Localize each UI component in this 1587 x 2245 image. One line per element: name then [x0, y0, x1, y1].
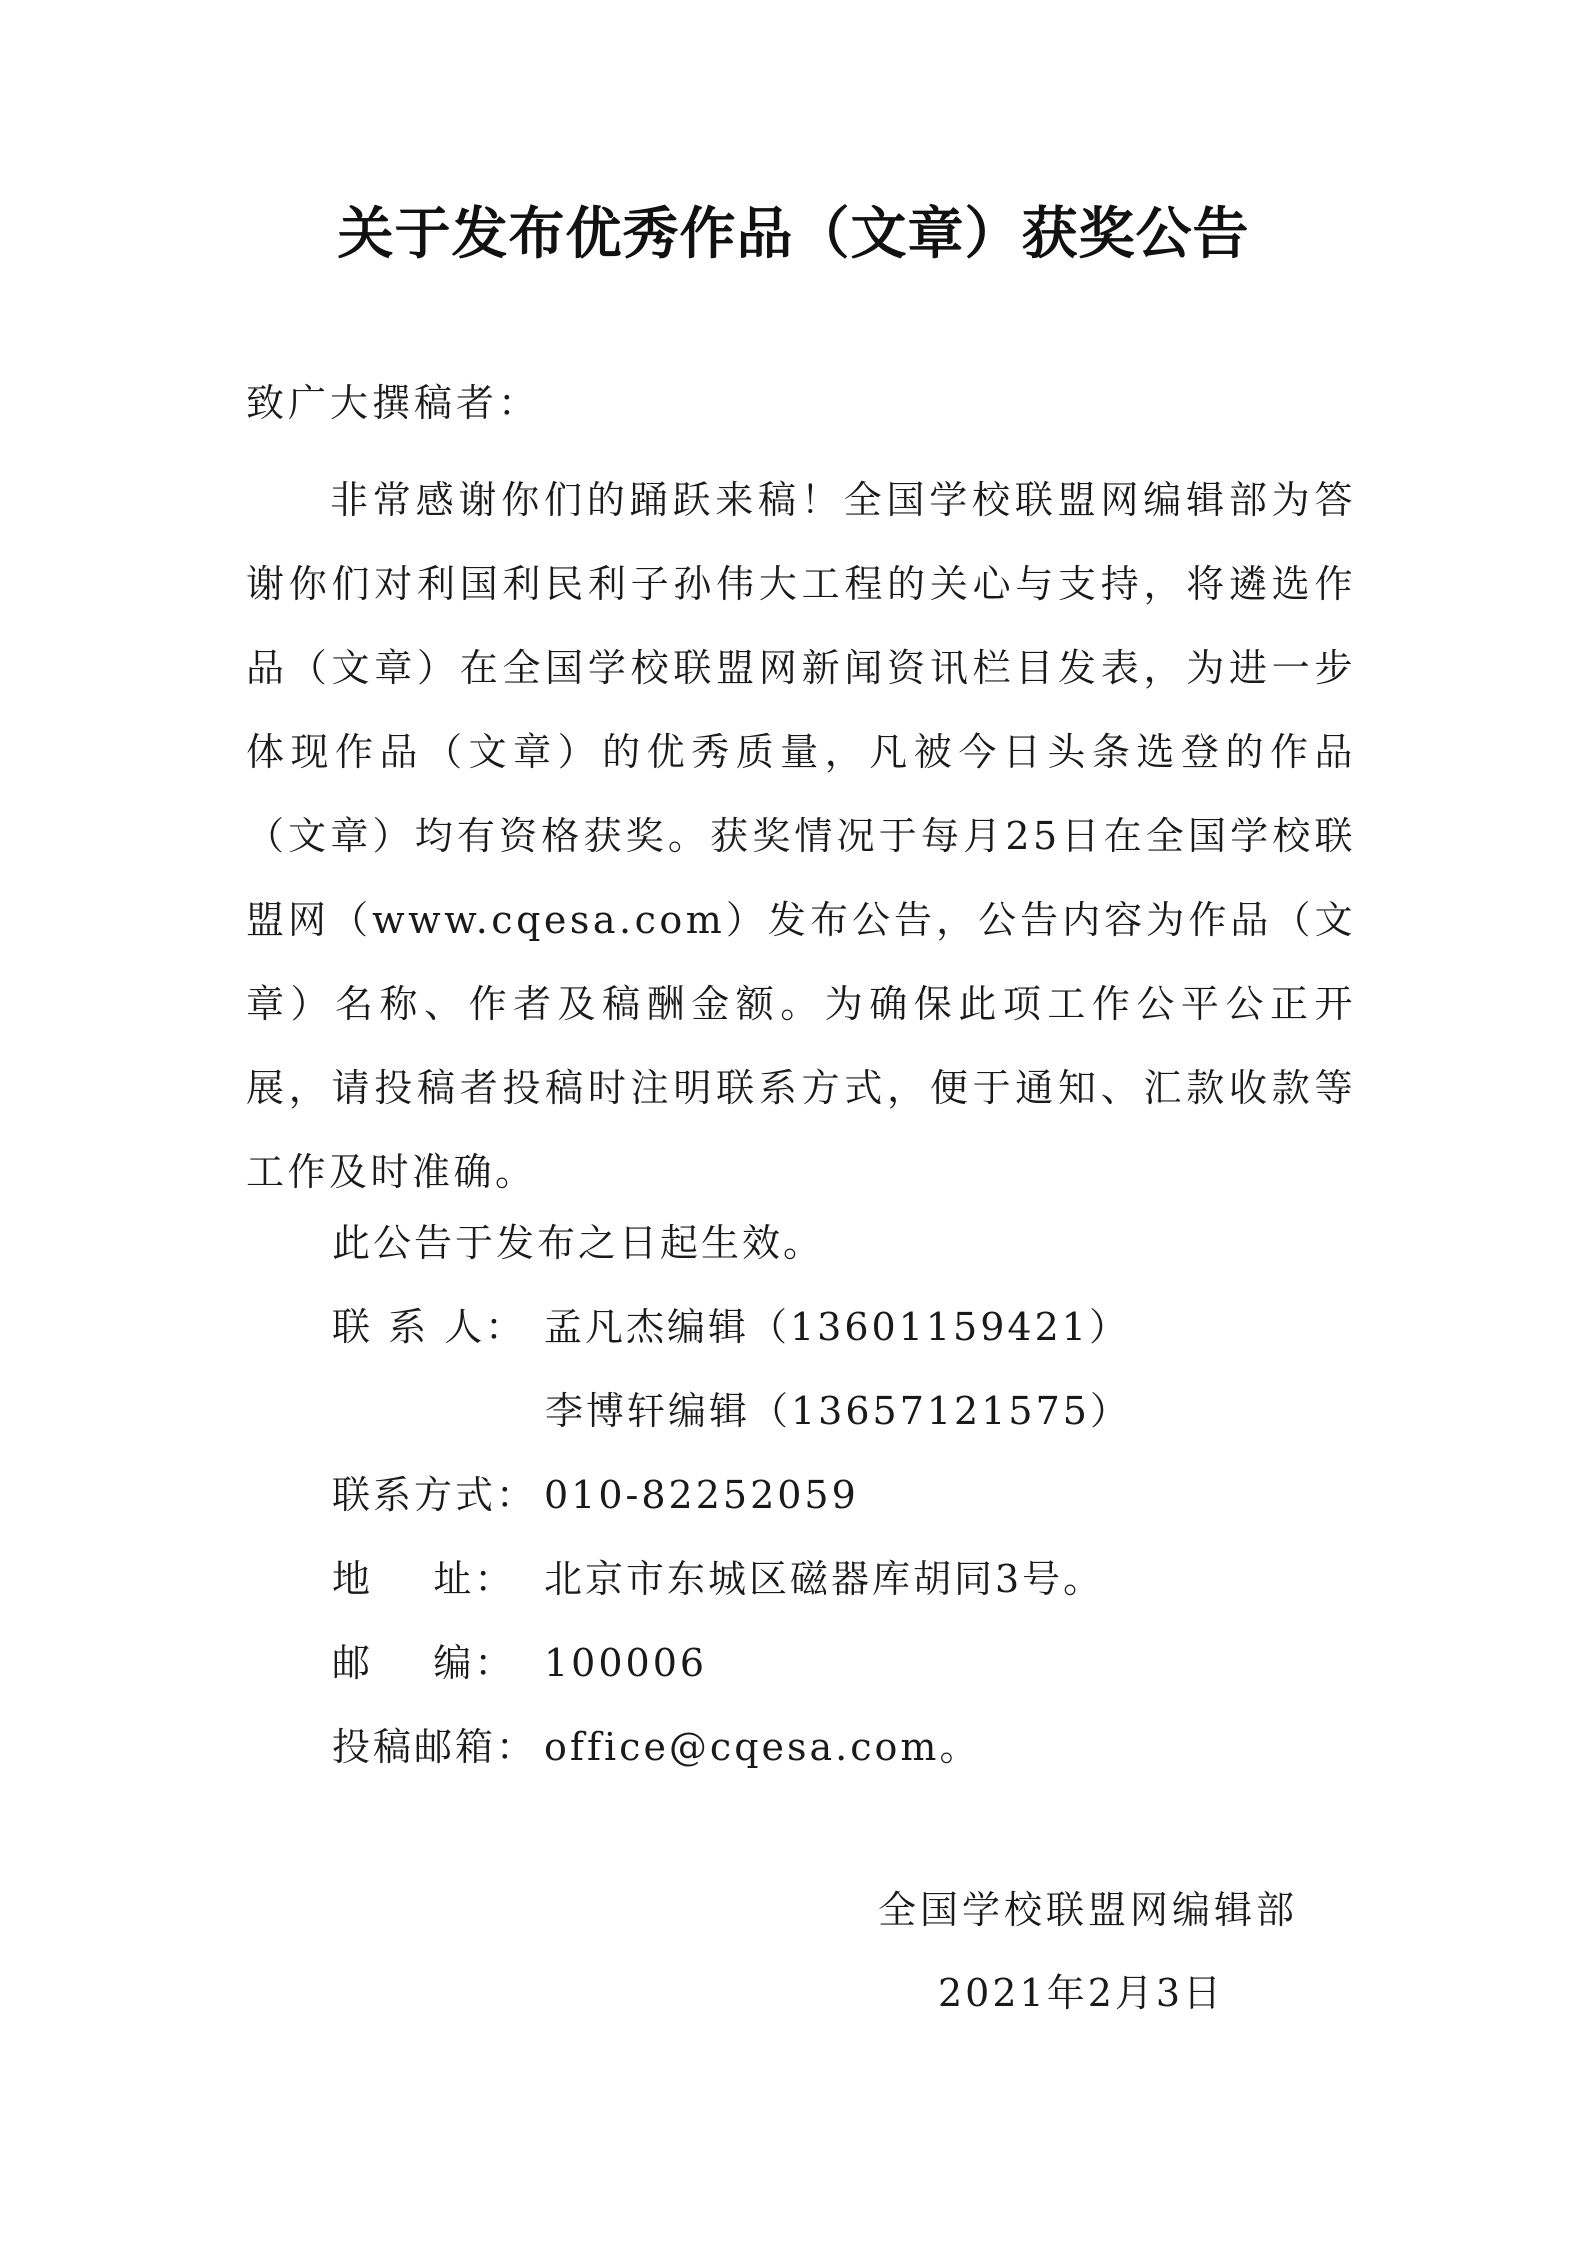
contact-person-2: 李博轩编辑（13657121575） [545, 1389, 1131, 1433]
postcode-value: 100006 [544, 1641, 708, 1685]
phone-value: 010-82252059 [544, 1473, 859, 1517]
email-value: office@cqesa.com。 [544, 1725, 981, 1769]
signature-organization: 全国学校联盟网编辑部 [878, 1888, 1299, 1932]
address-value: 北京市东城区磁器库胡同3号。 [544, 1557, 1105, 1601]
postcode-row [332, 1638, 707, 1688]
document-title: 关于发布优秀作品（文章）获奖公告 [337, 202, 1250, 267]
contact-person-row [332, 1302, 1130, 1352]
contact-label: 联 系 人： [332, 1305, 527, 1349]
body-paragraph: 非常感谢你们的踊跃来稿！全国学校联盟网编辑部为答谢你们对利国利民利子孙伟大工程的关心与支持，将遴选作品（文章）在全国学校联盟网新闻资讯栏目发表，为进一步体现作品（文章）的优秀质量，凡被今日头条选登的作品（文章）均有资格获奖。获奖情况于每月25日在全国学校联盟网（www.cqesa.com）发布公告，公告内容为作品（文章）名称、作者及稿酬金额。为确保此项工作公平公正开展，请投稿者投稿时注明联系方式，便于通知、汇款收款等工作及时准确。 [246, 478, 1356, 1194]
phone-row [332, 1470, 859, 1520]
email-row [332, 1722, 980, 1772]
effective-statement: 此公告于发布之日起生效。 [332, 1221, 825, 1265]
email-label: 投稿邮箱： [332, 1725, 538, 1769]
postcode-label: 邮 编： [332, 1641, 516, 1685]
contact-person-row-2 [545, 1386, 1131, 1436]
address-row [332, 1554, 1104, 1604]
contact-person-1: 孟凡杰编辑（13601159421） [544, 1305, 1130, 1349]
phone-label: 联系方式： [332, 1473, 538, 1517]
signature-date: 2021年2月3日 [938, 1971, 1225, 2015]
address-label: 地 址： [332, 1557, 516, 1601]
salutation: 致广大撰稿者： [246, 381, 541, 425]
